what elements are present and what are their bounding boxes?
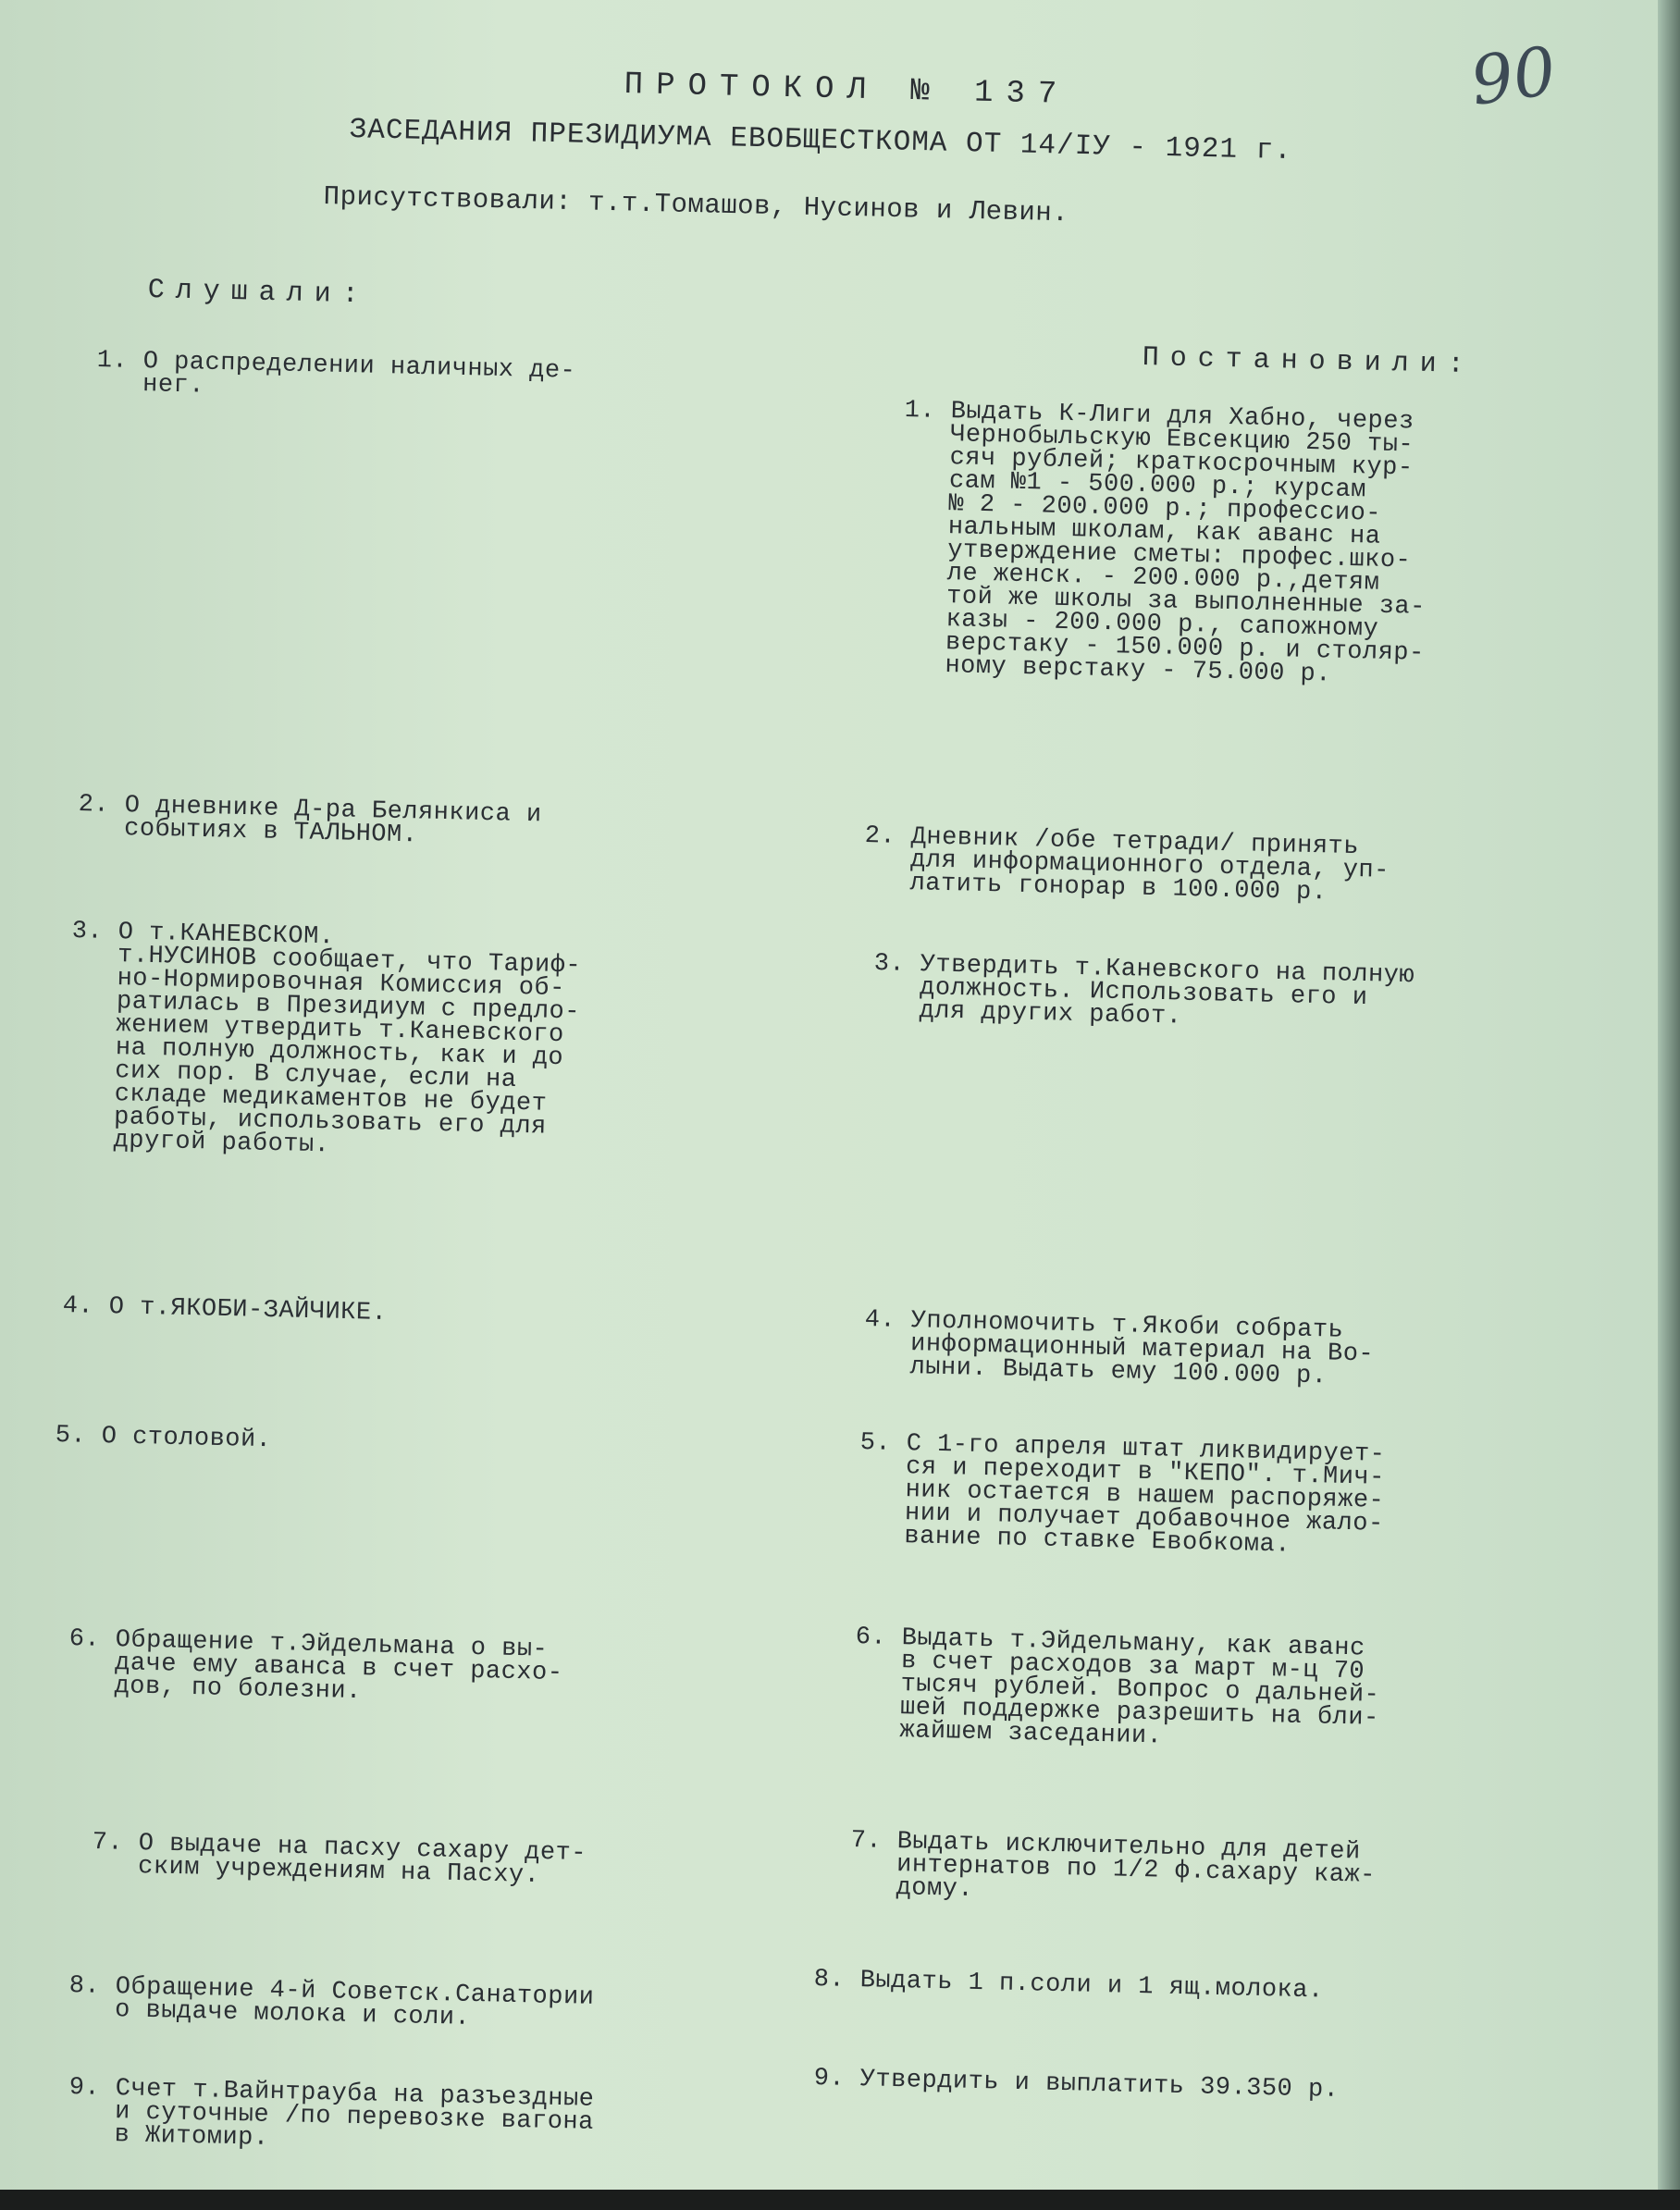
item-text: Обращение 4-й Советск.Санатории о выдаче молока и соли. [114, 1973, 595, 2032]
item-number: 2. [78, 791, 110, 820]
item-text: О дневнике Д-ра Белянкиса и событиях в ТАЛЬНОМ. [123, 792, 542, 850]
item-text: О т.КАНЕВСКОМ. т.НУСИНОВ сообщает, что Тариф- но-Нормировочная Комиссия об- ратилась в Президиум с предло- жением утвердить т.Каневского на полную должность, как и до сих пор. В случае, если на складе медикаментов не будет работы, использовать его для другой работы. [113, 919, 582, 1160]
item-number: 2. [864, 822, 896, 851]
item-text: О столовой. [101, 1423, 272, 1455]
item-number: 1. [96, 347, 129, 376]
item-number: 6. [855, 1624, 887, 1652]
item-number: 7. [850, 1827, 883, 1856]
item-text: О выдаче на пасху сахару дет- ским учреждениям на Пасху. [137, 1830, 587, 1890]
item-text: Выдать К-Лиги для Хабно, через Чернобыльскую Евсекцию 250 ты- сяч рублей; краткосрочным кур- сам №1 - 500.000 р.; курсам № 2 - 200.000 р.; профессио- нальным школам, как аванс на утверждение сметы: профес.шко- ле женск. - 200.000 р.,детям той же школы за выполненные за- казы - 200.000 р., сапожному верстаку - 150.000 р. и столяр- ному верстаку - 75.000 р. [945, 398, 1427, 689]
handwritten-page-number: 90 [1465, 31, 1562, 120]
item-text: О распределении наличных де- нег. [142, 348, 576, 401]
document-title: ПРОТОКОЛ № 137 [624, 68, 1070, 113]
right-column-heading: Постановили: [1142, 342, 1476, 382]
item-number: 9. [68, 2074, 101, 2103]
item-text: Выдать исключительно для детей интернатов по 1/2 ф.сахару каж- дому. [896, 1828, 1377, 1905]
item-number: 8. [813, 1966, 846, 1994]
item-number: 3. [873, 950, 906, 979]
item-number: 9. [813, 2065, 846, 2093]
item-number: 5. [55, 1422, 87, 1451]
item-number: 8. [68, 1972, 101, 2001]
item-text: С 1-го апреля штат ликвидирует- ся и переходит в "КЕПО". т.Мич- ник остается в нашем распоряже- нии и получает добавочное жало- вание по ставке Евобкома. [904, 1430, 1386, 1560]
item-text: Уполномочить т.Якоби собрать информационный материал на Во- лыни. Выдать ему 100.000 р. [909, 1307, 1375, 1391]
item-number: 7. [92, 1829, 124, 1858]
document-subtitle: ЗАСЕДАНИЯ ПРЕЗИДИУМА ЕВОБЩЕСТКОМА ОТ 14/IУ - 1921 г. [349, 114, 1293, 168]
item-text: Утвердить и выплатить 39.350 р. [859, 2066, 1340, 2105]
item-number: 4. [62, 1292, 94, 1321]
item-number: 5. [859, 1429, 892, 1458]
item-text: Обращение т.Эйдельмана о вы- даче ему аванса в счет расхо- дов, по болезни. [114, 1626, 563, 1707]
item-text: Утвердить т.Каневского на полную должность. Использовать его и для других работ. [919, 951, 1415, 1031]
item-number: 3. [71, 918, 104, 946]
item-text: Выдать 1 п.соли и 1 ящ.молока. [859, 1967, 1325, 2006]
item-number: 4. [864, 1306, 896, 1335]
item-text: Дневник /обе тетради/ принять для информационного отдела, уп- латить гонорар в 100.000 р. [909, 823, 1390, 907]
item-text: Счет т.Вайнтрауба на разъездные и суточные /по перевозке вагона в Житомир. [114, 2075, 595, 2153]
page-edge [1658, 0, 1680, 2210]
item-text: Выдать т.Эйдельману, как аванс в счет расходов за март м-ц 70 тысяч рублей. Вопрос о дальней- шей поддержке разрешить на бли- жайшем заседании. [899, 1624, 1380, 1751]
item-number: 6. [68, 1625, 101, 1654]
scan-bottom-border [0, 2190, 1680, 2210]
item-number: 1. [904, 397, 936, 426]
item-text: О т.ЯКОБИ-ЗАЙЧИКЕ. [108, 1293, 388, 1327]
attendance-line: Присутствовали: т.т.Томашов, Нусинов и Левин. [323, 181, 1069, 229]
left-column-heading: Слушали: [147, 275, 371, 312]
